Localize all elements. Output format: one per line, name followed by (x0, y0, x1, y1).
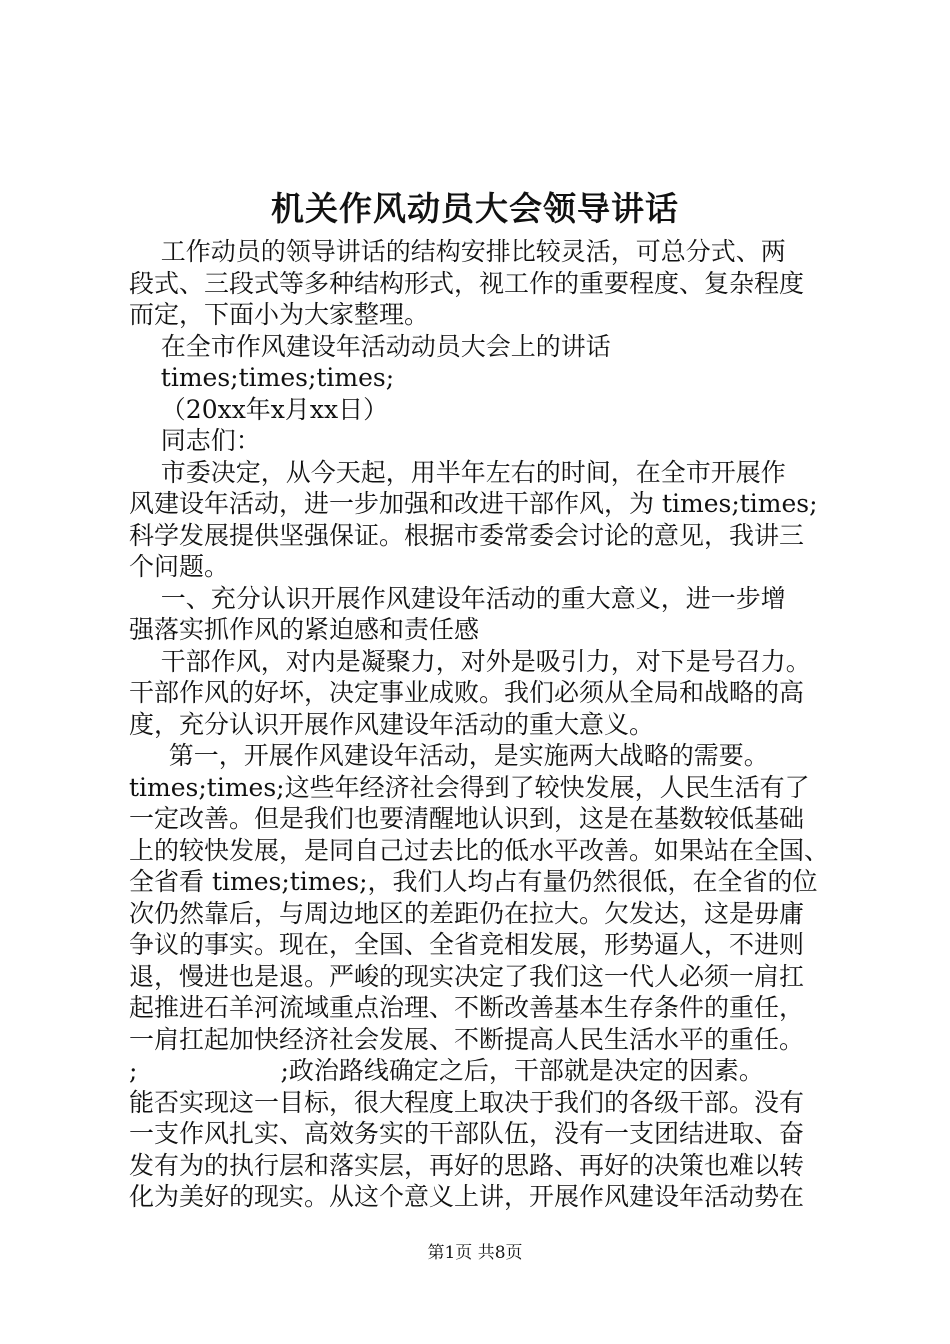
text-line: 争议的事实。现在，全国、全省竞相发展，形势逼人，不进则 (129, 930, 805, 959)
text-line: 在全市作风建设年活动动员大会上的讲话 (129, 331, 611, 361)
document-title: 机关作风动员大会领导讲话 (271, 189, 679, 228)
page-footer: 第1页 共8页 (427, 1243, 523, 1263)
text-line: 同志们： (129, 426, 261, 455)
text-line: 个问题。 (129, 552, 230, 581)
text-line: （20xx年x月xx日） (129, 394, 389, 424)
text-line: ; ;政治路线确定之后，干部就是决定的因素。 (129, 1056, 764, 1085)
text-line: 能否实现这一目标，很大程度上取决于我们的各级干部。没有 (129, 1087, 805, 1117)
text-line: 干部作风的好坏，决定事业成败。我们必须从全局和战略的高 (129, 678, 805, 707)
text-line: 上的较快发展，是同自己过去比的低水平改善。如果站在全国、 (129, 835, 830, 865)
text-line: 一定改善。但是我们也要清醒地认识到，这是在基数较低基础 (129, 804, 805, 833)
text-line: 风建设年活动，进一步加强和改进干部作风，为 times;times; (129, 489, 818, 518)
text-line: 段式、三段式等多种结构形式，视工作的重要程度、复杂程度 (129, 268, 805, 298)
text-line: 科学发展提供坚强保证。根据市委常委会讨论的意见，我讲三 (129, 520, 805, 550)
text-line: 化为美好的现实。从这个意义上讲，开展作风建设年活动势在 (129, 1182, 805, 1211)
text-line: 市委决定，从今天起，用半年左右的时间，在全市开展作 (129, 457, 786, 487)
text-line: 一、充分认识开展作风建设年活动的重大意义，进一步增 (129, 583, 786, 613)
text-line: 一肩扛起加快经济社会发展、不断提高人民生活水平的重任。 (129, 1024, 805, 1054)
text-line: 全省看 times;times;，我们人均占有量仍然很低，在全省的位 (129, 867, 818, 896)
text-line: 一支作风扎实、高效务实的干部队伍，没有一支团结进取、奋 (129, 1119, 805, 1148)
text-line: 发有为的执行层和落实层，再好的思路、再好的决策也难以转 (129, 1150, 805, 1180)
text-line: 强落实抓作风的紧迫感和责任感 (129, 615, 480, 644)
text-line: 次仍然靠后，与周边地区的差距仍在拉大。欠发达，这是毋庸 (129, 898, 805, 928)
text-line: 起推进石羊河流域重点治理、不断改善基本生存条件的重任， (129, 993, 805, 1022)
text-line: 退，慢进也是退。严峻的现实决定了我们这一代人必须一肩扛 (129, 961, 805, 991)
text-line: 干部作风，对内是凝聚力，对外是吸引力，对下是号召力。 (129, 646, 811, 676)
document-body (129, 236, 849, 1213)
text-line: 而定，下面小为大家整理。 (129, 300, 430, 329)
text-line: 工作动员的领导讲话的结构安排比较灵活，可总分式、两 (129, 237, 786, 266)
text-line: 度，充分认识开展作风建设年活动的重大意义。 (129, 709, 655, 739)
text-line: times;times;这些年经济社会得到了较快发展，人民生活有了 (129, 772, 810, 802)
text-line: times;times;times; (129, 363, 395, 392)
text-line: 第一，开展作风建设年活动，是实施两大战略的需要。 (129, 741, 769, 770)
